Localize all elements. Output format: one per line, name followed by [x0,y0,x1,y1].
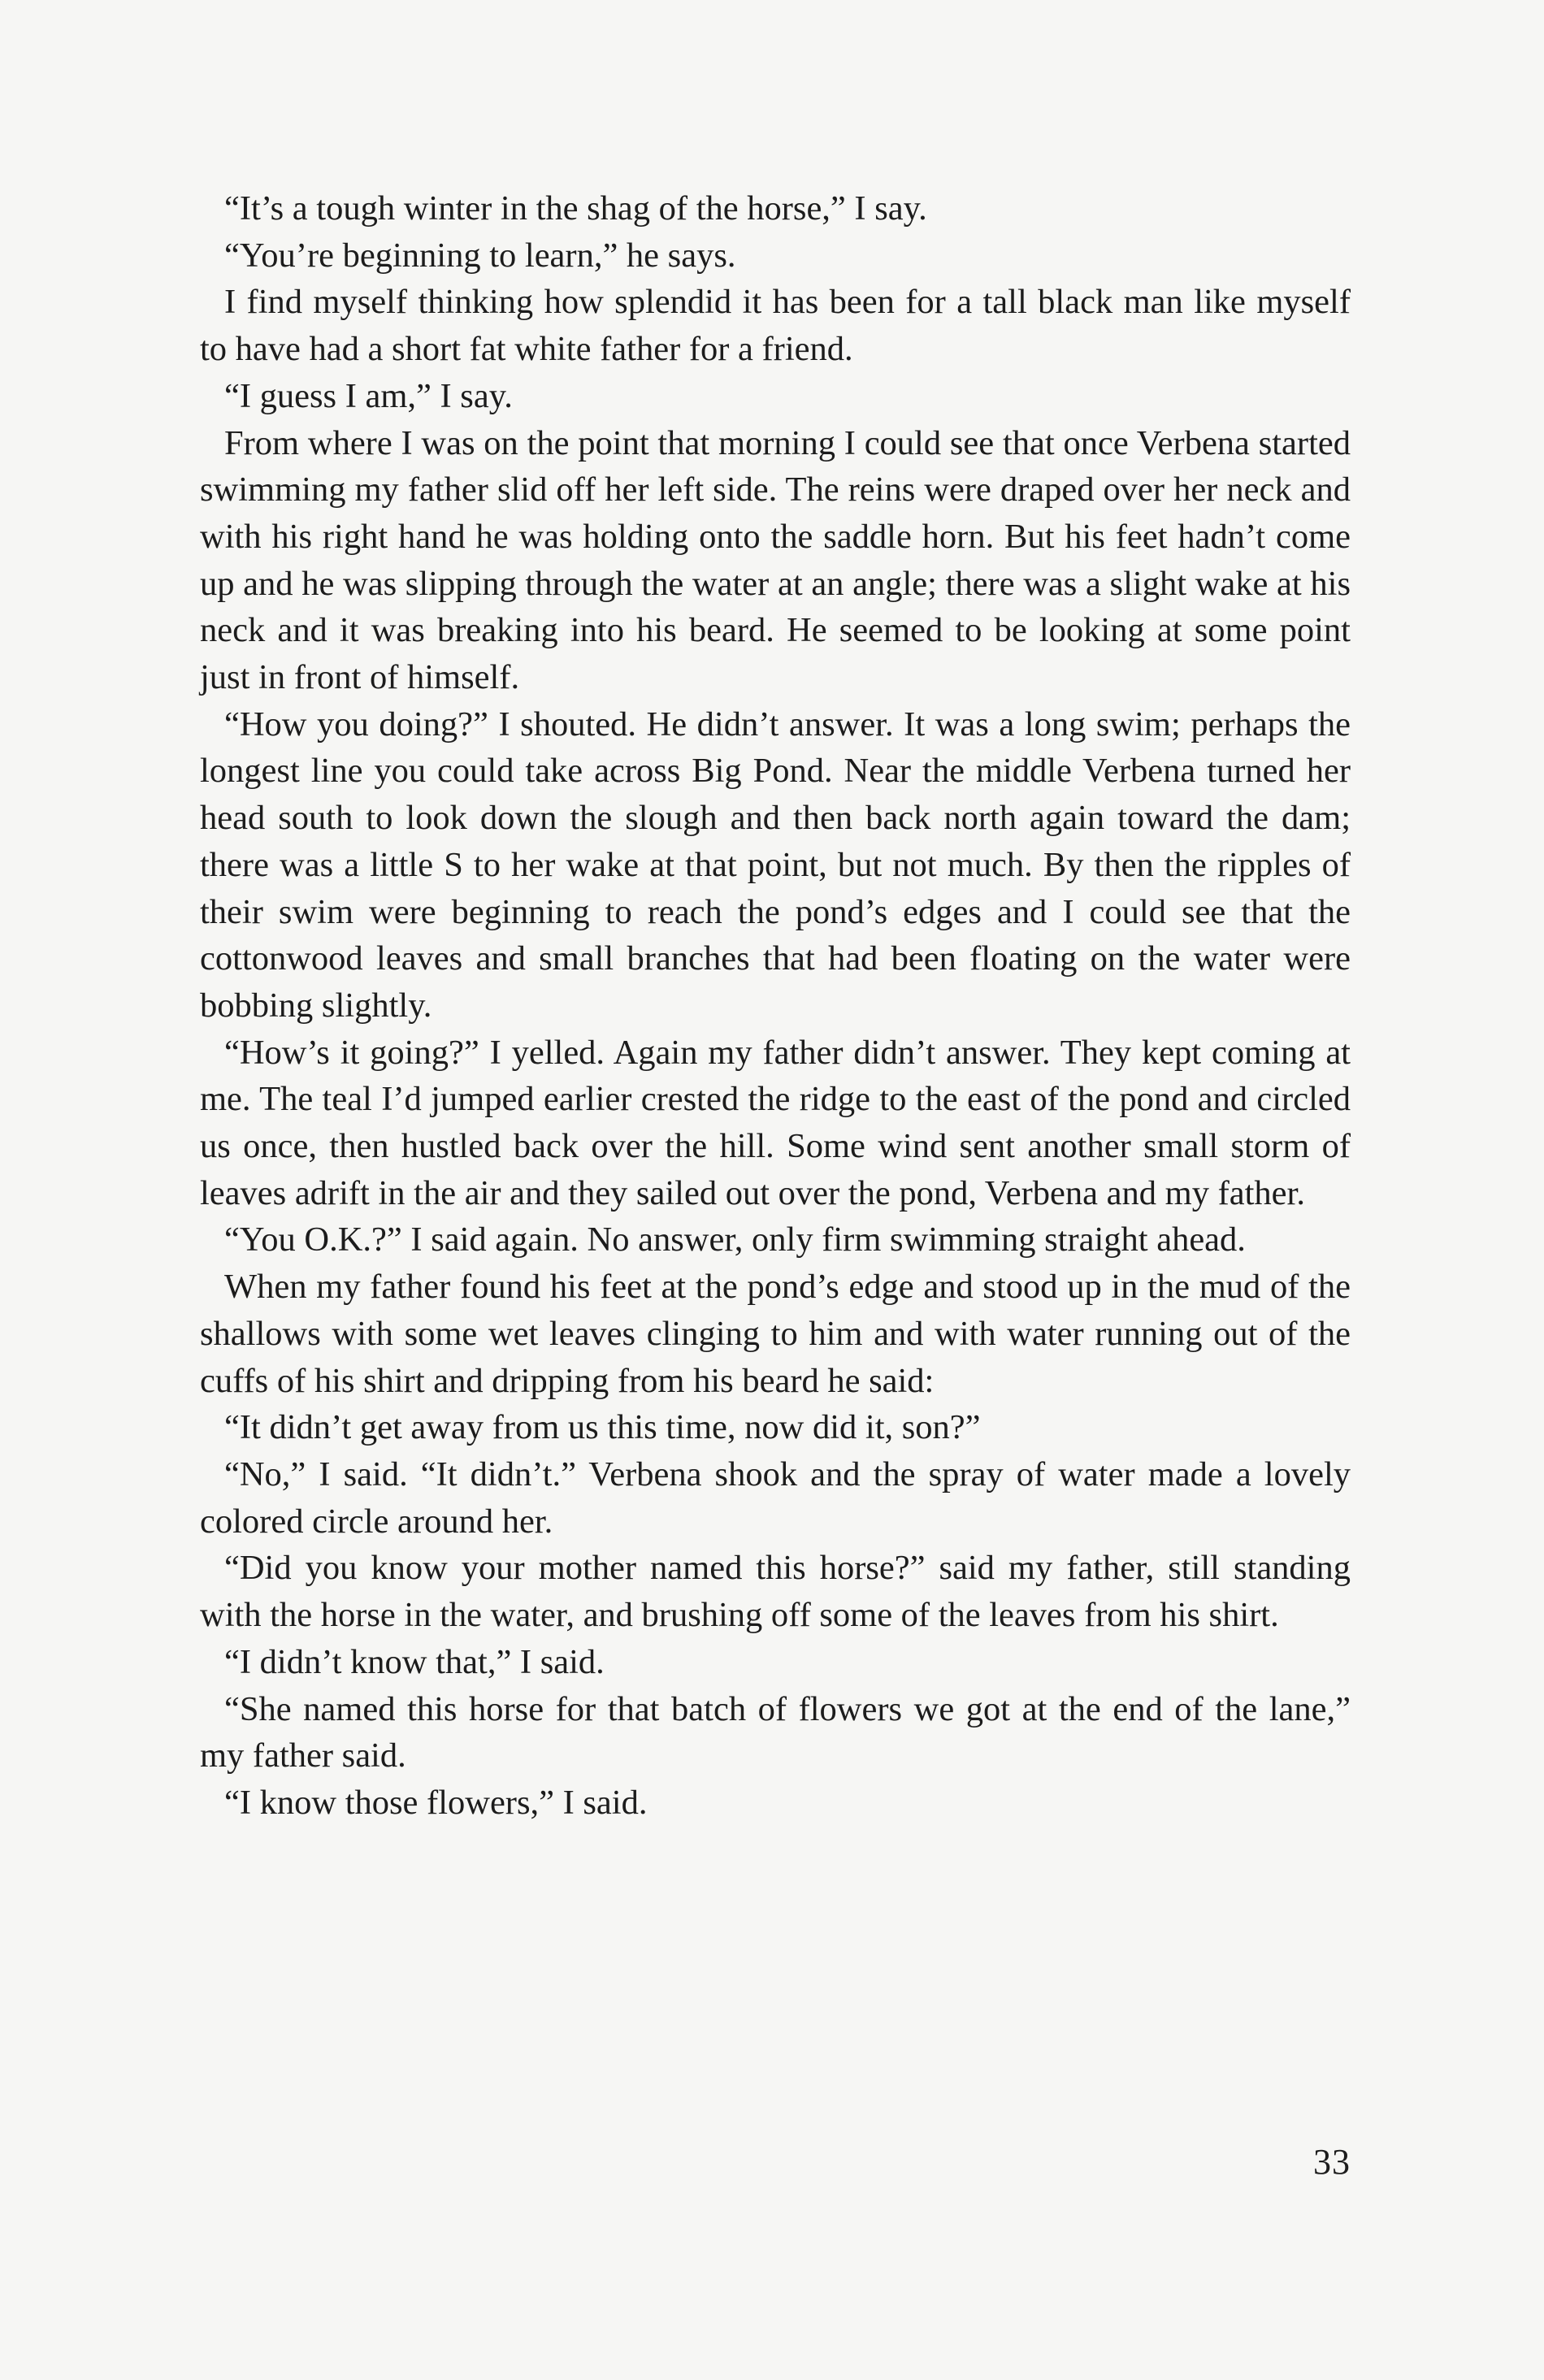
page-number: 33 [1313,2142,1351,2182]
paragraph: “I didn’t know that,” I said. [224,1642,605,1681]
paragraph: “I know those flowers,” I said. [224,1783,648,1822]
paragraph: “No,” I said. “It didn’t.” Verbena shook and the spray of water made a lovely colored circle around her. [200,1454,1351,1541]
paragraph: When my father found his feet at the pond’s edge and stood up in the mud of the shallows with some wet leaves clinging to him and with water running out of the cuffs of his shirt and dripping from his beard he said: [200,1268,1351,1400]
paragraph: “Did you know your mother named this horse?” said my father, still standing with the horse in the water, and brushing off some of the leaves from his shirt. [200,1549,1351,1635]
paragraph: “You’re beginning to learn,” he says. [224,236,736,275]
page-body [200,185,1351,1827]
paragraph: “How’s it going?” I yelled. Again my father didn’t answer. They kept coming at me. The teal I’d jumped earlier crested the ridge to the east of the pond and circled us once, then hustled back over the hill. Some wind sent another small storm of leaves adrift in the air and they sailed out over the pond, Verbena and my father. [200,1033,1351,1212]
paragraph: “She named this horse for that batch of flowers we got at the end of the lane,” my father said. [200,1689,1351,1775]
paragraph: “How you doing?” I shouted. He didn’t answer. It was a long swim; perhaps the longest line you could take across Big Pond. Near the middle Verbena turned her head south to look down the slough and then back north again toward the dam; there was a little S to her wake at that point, but not much. By then the ripples of their swim were beginning to reach the pond’s edges and I could see that the cottonwood leaves and small branches that had been floating on the water were bobbing slightly. [200,704,1351,1025]
paragraph: “You O.K.?” I said again. No answer, only firm swimming straight ahead. [224,1220,1246,1259]
paragraph: “I guess I am,” I say. [224,376,513,415]
paragraph: From where I was on the point that morning I could see that once Verbena started swimming my father slid off her left side. The reins were draped over her neck and with his right hand he was holding onto the saddle horn. But his feet hadn’t come up and he was slipping through the water at an angle; there was a slight wake at his neck and it was breaking into his beard. He seemed to be looking at some point just in front of himself. [200,423,1351,697]
paragraph: I find myself thinking how splendid it has been for a tall black man like myself to have had a short fat white father for a friend. [200,283,1351,369]
paragraph: “It’s a tough winter in the shag of the horse,” I say. [224,189,927,228]
paragraph: “It didn’t get away from us this time, now did it, son?” [224,1408,981,1447]
